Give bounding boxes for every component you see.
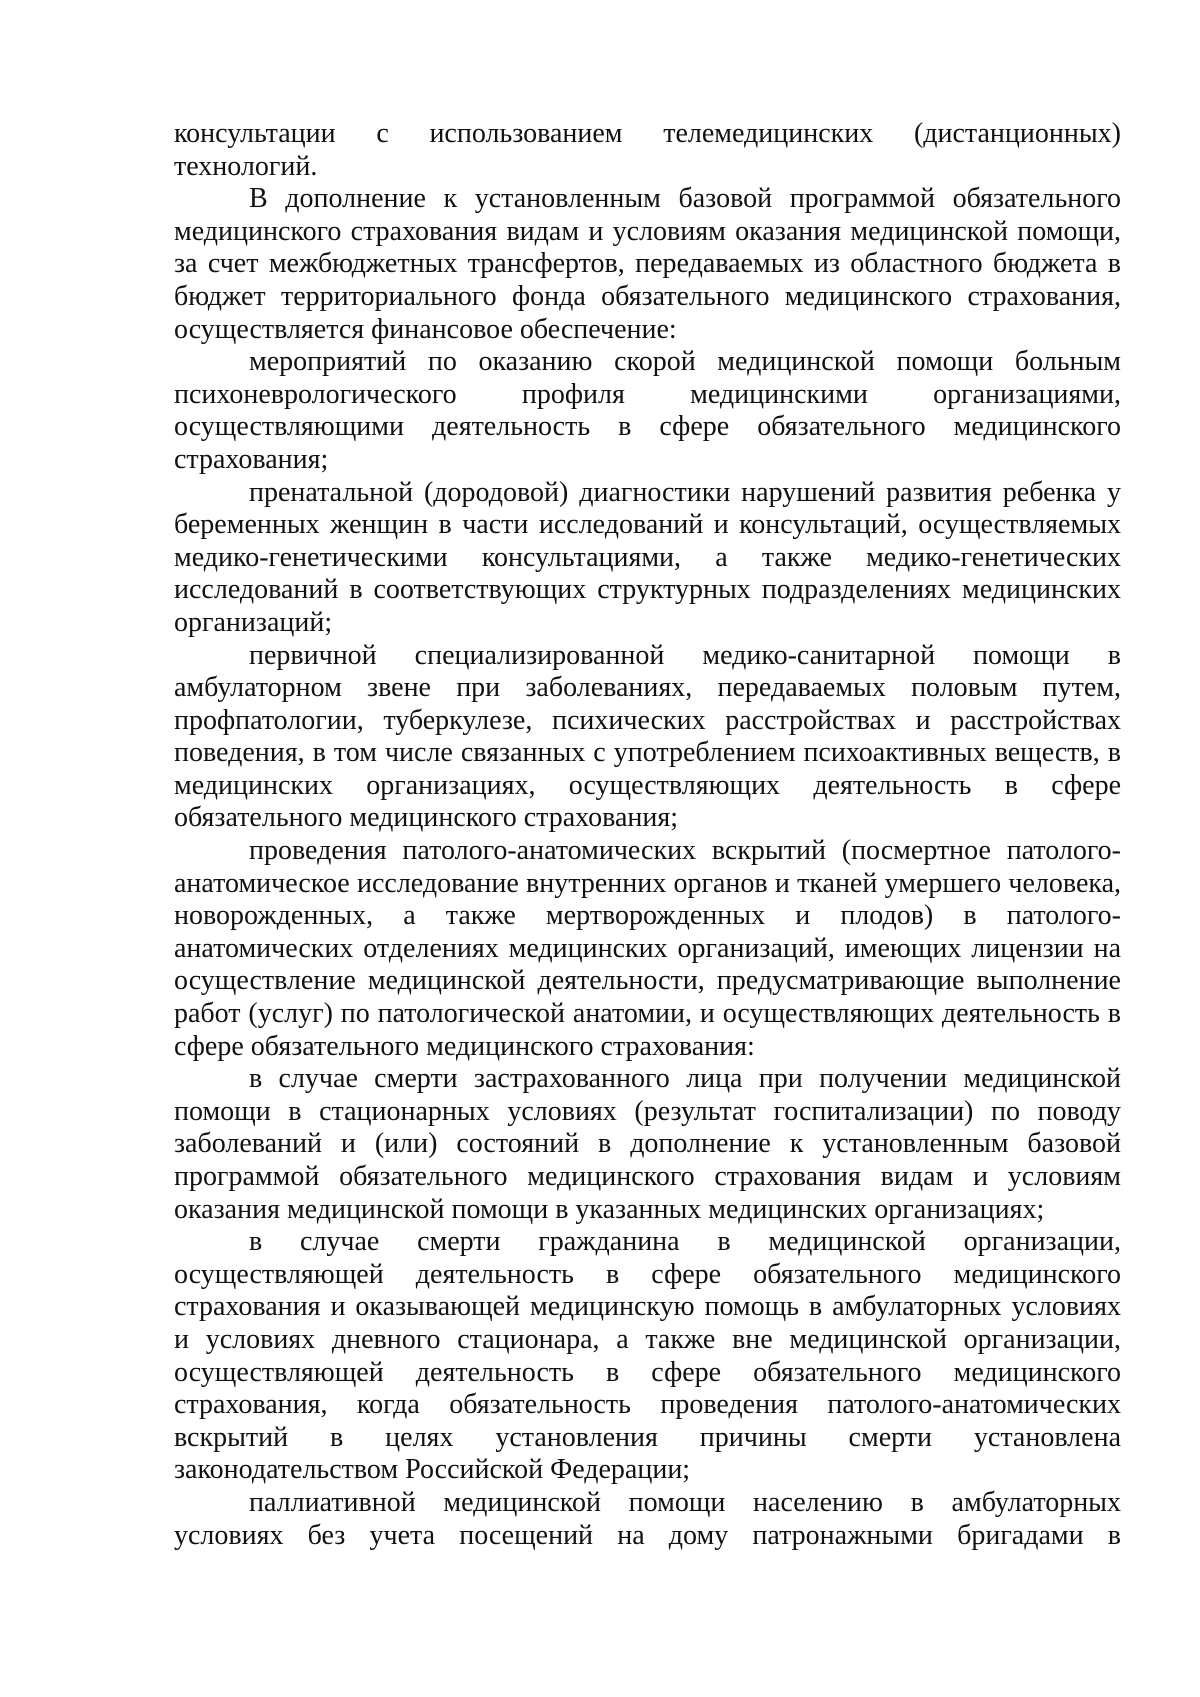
document-body (174, 118, 1121, 1552)
paragraph-emergency-care: мероприятий по оказанию скорой медицинской помощи больным психоневрологического профиля медицинскими организациями, осуществляющими деятельность в сфере обязательного медицинского страхования; (174, 346, 1121, 475)
paragraph-continuation: консультации с использованием телемедицинских (дистанционных) технологий. (174, 118, 1121, 182)
paragraph-palliative-care: паллиативной медицинской помощи населению в амбулаторных условиях без учета посещений на дому патронажными бригадами в (174, 1486, 1121, 1551)
paragraph-prenatal-diagnostics: пренатальной (дородовой) диагностики нарушений развития ребенка у беременных женщин в части исследований и консультаций, осуществляемых медико-генетическими консультациями, а также медико-генетических исследований в соответствующих структурных подразделениях медицинских организаций; (174, 476, 1121, 638)
paragraph-intro: В дополнение к установленным базовой программой обязательного медицинского страхования видам и условиям оказания медицинской помощи, за счет межбюджетных трансфертов, передаваемых из областного бюджета в бюджет территориального фонда обязательного медицинского страхования, осуществляется финансовое обеспечение: (174, 183, 1121, 345)
paragraph-specialized-care: первичной специализированной медико-санитарной помощи в амбулаторном звене при заболеваниях, передаваемых половым путем, профпатологии, туберкулезе, психических расстройствах и расстройствах поведения, в том числе связанных с употреблением психоактивных веществ, в медицинских организациях, осуществляющих деятельность в сфере обязательного медицинского страхования; (174, 639, 1121, 834)
paragraph-autopsies: проведения патолого-анатомических вскрытий (посмертное патолого-анатомическое исследование внутренних органов и тканей умершего человека, новорожденных, а также мертворожденных и плодов) в патолого-анатомических отделениях медицинских организаций, имеющих лицензии на осуществление медицинской деятельности, предусматривающие выполнение работ (услуг) по патологической анатомии, и осуществляющих деятельность в сфере обязательного медицинского страхования: (174, 835, 1121, 1062)
paragraph-citizen-death: в случае смерти гражданина в медицинской организации, осуществляющей деятельность в сфере обязательного медицинского страхования и оказывающей медицинскую помощь в амбулаторных условиях и условиях дневного стационара, а также вне медицинской организации, осуществляющей деятельность в сфере обязательного медицинского страхования, когда обязательность проведения патолого-анатомических вскрытий в целях установления причины смерти установлена законодательством Российской Федерации; (174, 1226, 1121, 1486)
paragraph-insured-death: в случае смерти застрахованного лица при получении медицинской помощи в стационарных условиях (результат госпитализации) по поводу заболеваний и (или) состояний в дополнение к установленным базовой программой обязательного медицинского страхования видам и условиям оказания медицинской помощи в указанных медицинских организациях; (174, 1063, 1121, 1225)
